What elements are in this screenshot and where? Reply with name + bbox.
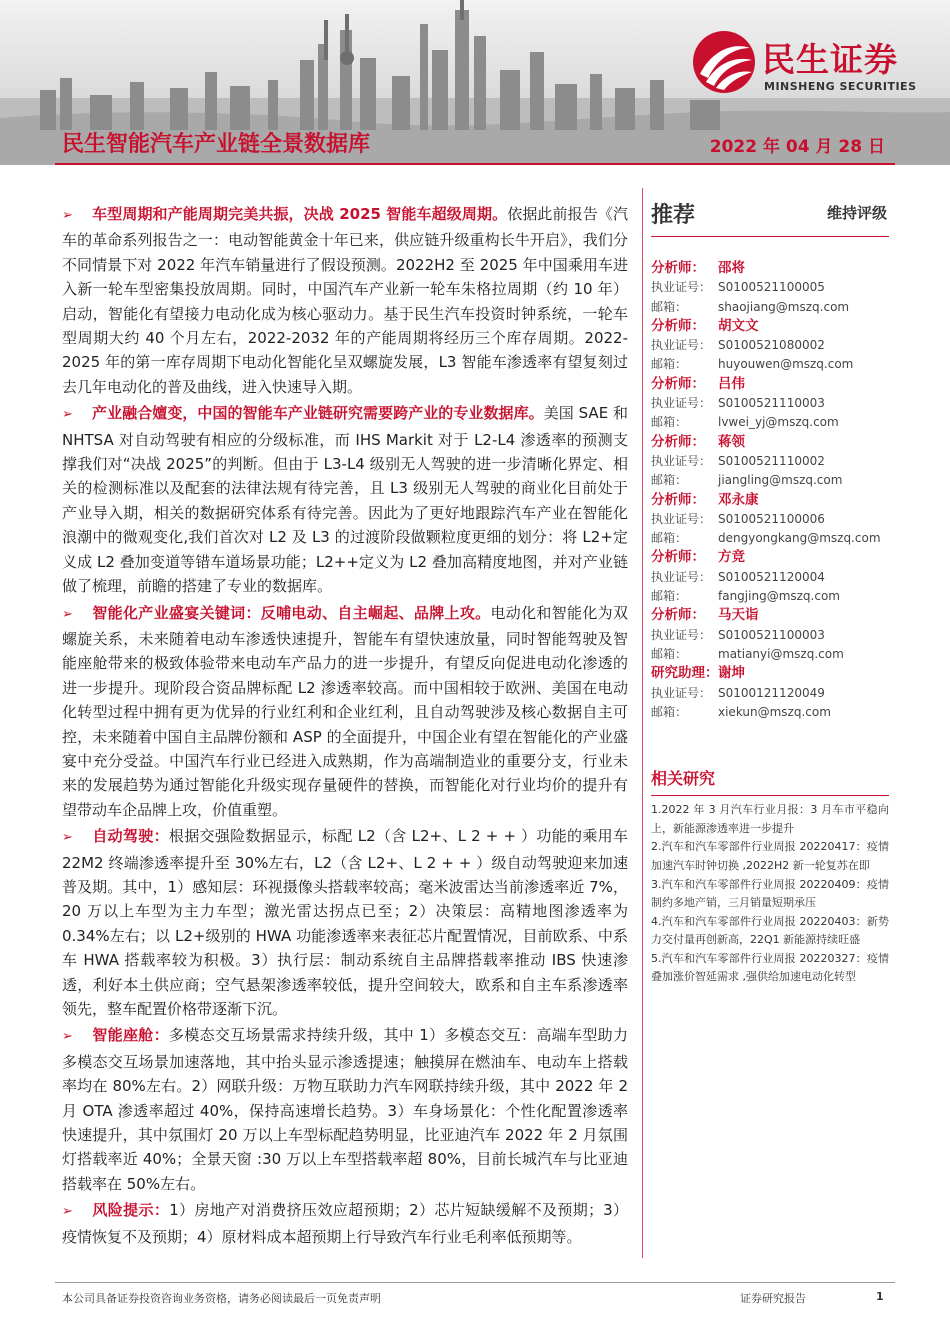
related-research-item[interactable]: 1.2022 年 3 月汽车行业月报：3 月车市平稳向上，新能源渗透率进一步提升 <box>651 803 889 835</box>
analyst-name: 邵将 <box>718 260 745 276</box>
email-label: 邮箱： <box>651 589 688 604</box>
analyst-role: 分析师： <box>651 375 705 392</box>
paragraph-lead: 风险提示： <box>92 1201 170 1220</box>
paragraph-text: 根据交强险数据显示，标配 L2（含 L2+、L 2 + + ）功能的乘用车 22M2 终端渗透率提升至 30%左右，L2（含 L2+、L 2 + + ）级自动驾驶迎来加速普及期。其中，1）感知层：环视摄像头搭载率较高；毫米波雷达当前渗透率近 7%，20 万以上车型为主力车型；激光雷达拐点已至；2）决策层：高精地图渗透率为 0.34%左右；以 L2+级别的 HWA 功能渗透率来表征芯片配置情况，目前欧系、中系车 HWA 搭载率较为积极。3）执行层：制动系统自主品牌搭载率推动 IBS 快速渗透，利好本土供应商；空气悬架渗透率较低，提升空间较大，欧系和自主车系渗透率领先，整车配置价格带逐渐下沉。 <box>62 827 628 1018</box>
summary-paragraph <box>62 824 628 1021</box>
analyst-name: 谢坤 <box>718 665 745 682</box>
footer-disclaimer: 本公司具备证券投资咨询业务资格，请务必阅读最后一页免责声明 <box>62 1292 381 1305</box>
arrow-bullet-icon: ➢ <box>62 606 73 622</box>
cert-label: 执业证号： <box>651 453 712 468</box>
related-research-item[interactable]: 3.汽车和汽车零部件行业周报 20220409：疫情制约多地产销，三月销量短期承压 <box>651 877 889 910</box>
cert-label: 执业证号： <box>651 685 712 700</box>
sidebar <box>651 192 889 987</box>
analyst-entry <box>651 491 889 549</box>
analyst-role: 研究助理： <box>651 665 719 682</box>
analyst-email[interactable]: shaojiang@mszq.com <box>718 299 850 314</box>
analyst-email[interactable]: dengyongkang@mszq.com <box>718 531 881 546</box>
analyst-role: 分析师： <box>651 491 705 508</box>
paragraph-text: 依据此前报告《汽车的革命系列报告之一：电动智能黄金十年已来，供应链升级重构长牛开启》，我们分不同情景下对 2022 年汽车销量进行了假设预测。2022H2 至 2025 年中国乘用车进入新一轮车型密集投放周期。同时，中国汽车产业新一轮车朱格拉周期（约 10 年）启动，智能化有望接力电动化成为核心驱动力。基于民生汽车投资时钟系统，一轮车型周期大约 40 个月左右，2022-2032 年的产能周期将经历三个库存周期。2022-2025 年的第一库存周期下电动化智能化呈双螺旋发展，L3 智能车渗透率有望复刻过去几年电动化的普及曲线，进入快速导入期。 <box>62 205 628 396</box>
analyst-cert: S0100521110003 <box>718 396 825 411</box>
report-title: 民生智能汽车产业链全景数据库 <box>62 132 371 157</box>
analyst-entry <box>651 317 889 375</box>
paragraph-text: 多模态交互场景需求持续升级，其中 1）多模态交互：高端车型助力多模态交互场景加速落地，其中抬头显示渗透提速；触摸屏在燃油车、电动车上搭载率均在 80%左右。2）网联升级：万物互联助力汽车网联持续升级，其中 2022 年 2 月 OTA 渗透率超过 40%，保持高速增长趋势。3）车身场景化：个性化配置渗透率快速提升，其中氛围灯 20 万以上车型标配趋势明显，比亚迪汽车 2022 年 2 月氛围灯搭载率近 40%；全景天窗 :30 万以上车型搭载率超 80%，目前长城汽车与比亚迪搭载率在 50%左右。 <box>62 1026 628 1193</box>
email-label: 邮箱： <box>651 704 688 719</box>
paragraph-lead: 智能座舱： <box>92 1026 169 1045</box>
arrow-bullet-icon: ➢ <box>62 830 73 846</box>
analyst-cert: S0100521120004 <box>718 569 825 584</box>
analyst-cert: S0100121120049 <box>718 685 825 700</box>
related-research-item[interactable]: 4.汽车和汽车零部件行业周报 20220403：新势力交付量再创新高，22Q1 新能源持续旺盛 <box>651 914 889 947</box>
analyst-entry <box>651 548 889 606</box>
analyst-email[interactable]: matianyi@mszq.com <box>718 646 844 661</box>
email-label: 邮箱： <box>651 473 688 488</box>
header-banner <box>0 0 950 165</box>
email-label: 邮箱： <box>651 357 688 372</box>
summary-paragraph <box>62 1198 628 1249</box>
summary-paragraph <box>62 202 628 399</box>
arrow-bullet-icon: ➢ <box>62 1029 73 1045</box>
email-label: 邮箱： <box>651 531 688 546</box>
paragraph-text: 美国 SAE 和 NHTSA 对自动驾驶有相应的分级标准，而 IHS Markit 对于 L2-L4 渗透率的预测支撑我们对“决战 2025”的判断。但由于 L3-L4 级别无人驾驶的进一步清晰化界定、相关的检测标准以及配套的法律法规有待完善，且 L3 级别无人驾驶的商业化目前处于产业导入期，相关的数据研究体系有待完善。因此为了更好地跟踪汽车产业在智能化浪潮中的微观变化,我们首次对 L2 及 L3 的过渡阶段做颗粒度更细的划分：将 L2+定义成 L2 叠加变道等错车道场景功能；L2++定义为 L2 叠加高精度地图，并对产业链做了梳理，前瞻的搭建了专业的数据库。 <box>62 404 628 596</box>
report-date: 2022 年 04 月 28 日 <box>709 137 885 157</box>
cert-label: 执业证号： <box>651 338 712 353</box>
analyst-role: 分析师： <box>651 317 705 334</box>
paragraph-lead: 智能化产业盛宴关键词：反哺电动、自主崛起、品牌上攻。 <box>92 603 491 622</box>
paragraph-lead: 车型周期和产能周期完美共振，决战 2025 智能车超级周期。 <box>92 205 508 223</box>
analyst-email[interactable]: xiekun@mszq.com <box>718 704 831 719</box>
analyst-cert: S0100521100003 <box>718 627 825 642</box>
analyst-cert: S0100521080002 <box>718 338 825 353</box>
related-research-item[interactable]: 5.汽车和汽车零部件行业周报 20220327：疫情叠加涨价智延需求 ,强供给加速电动化转型 <box>651 951 889 984</box>
analyst-name: 方竞 <box>718 549 745 566</box>
summary-paragraph <box>62 601 628 823</box>
analyst-cert: S0100521100006 <box>718 511 825 526</box>
company-logo <box>690 28 930 100</box>
arrow-bullet-icon: ➢ <box>62 1204 73 1220</box>
paragraph-text: 1）房地产对消费挤压效应超预期；2）芯片短缺缓解不及预期；3）疫情恢复不及预期；4）原材料成本超预期上行导致汽车行业毛利率低预期等。 <box>62 1201 628 1246</box>
analyst-entry <box>651 433 889 491</box>
cert-label: 执业证号： <box>651 280 712 295</box>
rating-note: 维持评级 <box>826 204 887 222</box>
rating-box <box>651 192 889 237</box>
analyst-name: 胡文文 <box>718 317 759 334</box>
column-divider <box>642 188 643 1258</box>
related-research-item[interactable]: 2.汽车和汽车零部件行业周报 20220417：疫情加速汽车时钟切换 ,2022H2 新一轮复苏在即 <box>651 840 889 872</box>
analyst-name: 蒋领 <box>718 433 745 450</box>
analyst-role: 分析师： <box>651 607 705 624</box>
analyst-role: 分析师： <box>651 549 705 566</box>
analyst-email[interactable]: fangjing@mszq.com <box>718 589 840 604</box>
paragraph-text: 电动化和智能化为双螺旋关系，未来随着电动车渗透快速提升，智能车有望快速放量，同时智能驾驶及智能座舱带来的极致体验带来电动车产品力的进一步提升，有望反向促进电动化渗透的进一步提升。现阶段合资品牌标配 L2 渗透率较高。而中国相较于欧洲、美国在电动化转型过程中拥有更为优异的行业红利和企业红利，且自动驾驶涉及核心数据自主可控，未来随着中国自主品牌份额和 ASP 的全面提升，中国企业有望在智能化的产业盛宴中充分受益。中国汽车行业已经进入成熟期，作为高端制造业的重要分支，行业未来的发展趋势为通过智能化升级实现存量硬件的替换，而智能化对行业均价的提升有望带动车企品牌上攻，价值重塑。 <box>62 603 628 819</box>
logo-english-name: MINSHENG SECURITIES <box>764 80 917 93</box>
email-label: 邮箱： <box>651 299 688 314</box>
minsheng-logo-icon <box>690 28 758 96</box>
analyst-name: 吕伟 <box>718 375 745 392</box>
analyst-entry <box>651 664 889 722</box>
header-divider <box>55 163 895 165</box>
analyst-list <box>651 259 889 722</box>
related-research-list <box>651 801 889 987</box>
analyst-entry <box>651 606 889 664</box>
summary-paragraph <box>62 401 628 598</box>
analyst-role: 分析师： <box>651 260 705 276</box>
paragraph-lead: 自动驾驶： <box>92 827 169 846</box>
paragraph-lead: 产业融合嬗变，中国的智能车产业链研究需要跨产业的专业数据库。 <box>92 404 544 423</box>
analyst-cert: S0100521100005 <box>718 280 825 295</box>
analyst-name: 邓永康 <box>718 491 759 508</box>
analyst-role: 分析师： <box>651 433 705 450</box>
page-number: 1 <box>876 1290 884 1303</box>
analyst-email[interactable]: jiangling@mszq.com <box>718 473 843 488</box>
email-label: 邮箱： <box>651 646 688 661</box>
arrow-bullet-icon: ➢ <box>62 407 73 423</box>
analyst-email[interactable]: lvwei_yj@mszq.com <box>718 415 839 430</box>
analyst-email[interactable]: huyouwen@mszq.com <box>718 357 854 372</box>
footer-divider <box>55 1282 895 1283</box>
rating-value: 推荐 <box>651 203 696 228</box>
footer-report-type: 证券研究报告 <box>740 1292 806 1305</box>
analyst-entry <box>651 259 889 317</box>
cert-label: 执业证号： <box>651 627 712 642</box>
email-label: 邮箱： <box>651 415 688 430</box>
cert-label: 执业证号： <box>651 569 712 584</box>
logo-chinese-name: 民生证券 <box>762 40 898 79</box>
cert-label: 执业证号： <box>651 511 712 526</box>
main-content <box>62 202 628 1249</box>
cert-label: 执业证号： <box>651 396 712 411</box>
summary-paragraph <box>62 1023 628 1196</box>
analyst-entry <box>651 375 889 433</box>
arrow-bullet-icon: ➢ <box>62 208 73 223</box>
analyst-name: 马天诣 <box>718 607 759 624</box>
analyst-cert: S0100521110002 <box>718 453 825 468</box>
related-research-heading: 相关研究 <box>651 766 889 796</box>
